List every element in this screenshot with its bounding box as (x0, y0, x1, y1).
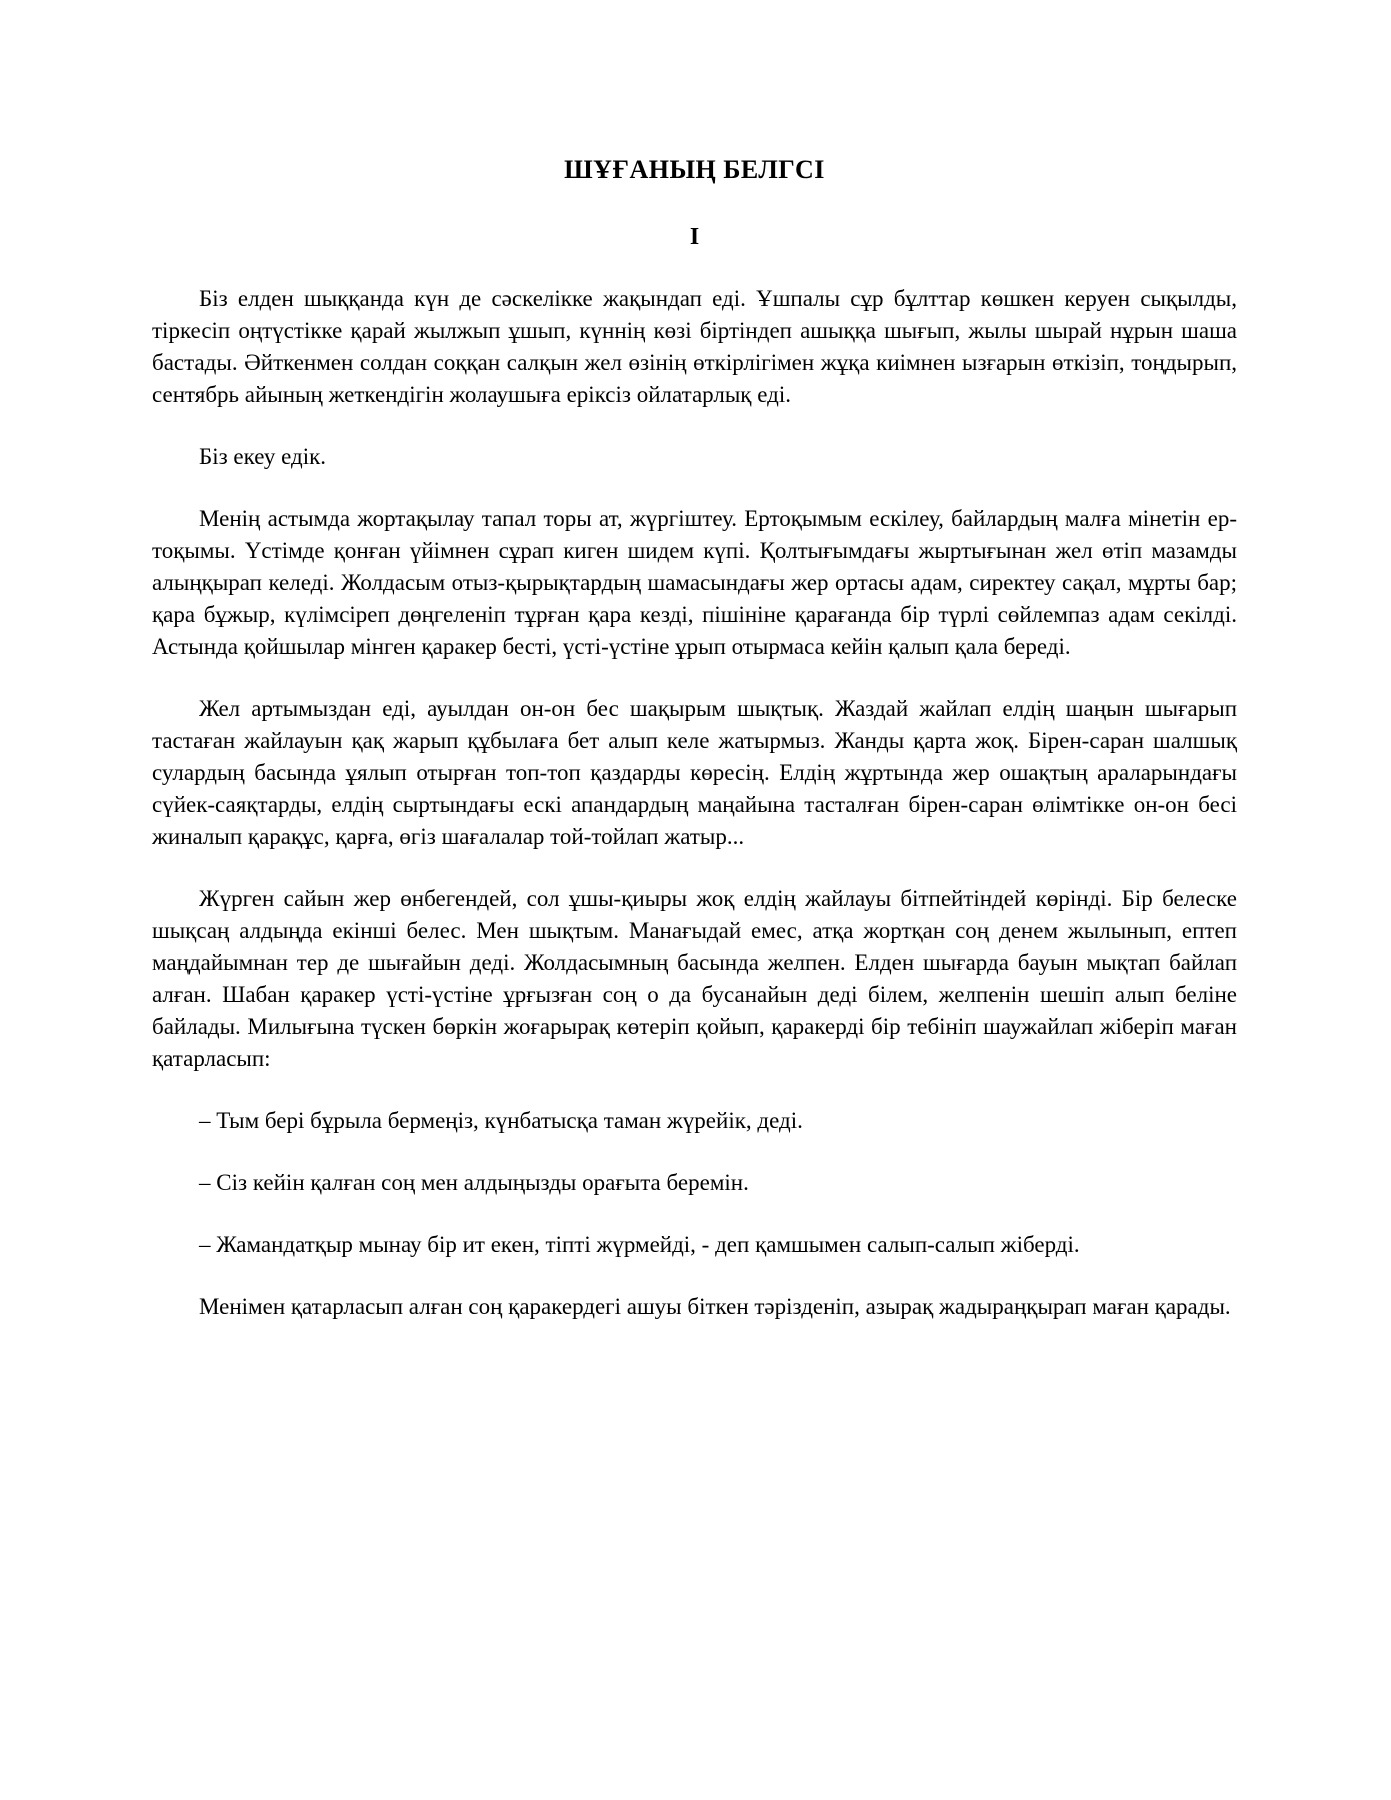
dialogue-paragraph-3: – Жамандатқыр мынау бір ит екен, тіпті жүрмейді, - деп қамшымен салып-салып жіберді. (199, 1232, 1080, 1257)
dialogue-paragraph-1: – Тым бері бұрыла бермеңіз, күнбатысқа таман жүрейік, деді. (199, 1108, 803, 1133)
body-paragraph-3: Менің астымда жортақылау тапал торы ат, жүргіштеу. Ертоқымым ескілеу, байлардың малға мінетін ер-тоқымы. Үстімде қонған үйімнен сұрап киген шидем күпі. Қолтығымдағы жыртығынан жел өтіп мазамды алыңқырап келеді. Жолдасым отыз-қырықтардың шамасындағы жер ортасы адам, сиректеу сақал, мұрты бар; қара бұжыр, күлімсіреп дөңгеленіп тұрған қара кезді, пішініне қарағанда бір түрлі сөйлемпаз адам секілді. Астында қойшылар мінген қаракер бесті, үсті-үстіне ұрып отырмаса кейін қалып қала береді. (152, 506, 1237, 659)
dialogue-paragraph-2: – Сіз кейін қалған соң мен алдыңызды орағыта беремін. (199, 1170, 749, 1195)
body-paragraph-4: Жел артымыздан еді, ауылдан он-он бес шақырым шықтық. Жаздай жайлап елдің шаңын шығарып тастаған жайлауын қақ жарып құбылаға бет алып келе жатырмыз. Жанды қарта жоқ. Бірен-саран шалшық сулардың басында ұялып отырған топ-топ қаздарды көресің. Елдің жұртында жер ошақтың араларындағы сүйек-саяқтарды, елдің сыртындағы ескі апандардың маңайына тасталған бірен-саран өлімтікке он-он бесі жиналып қарақұс, қарға, өгіз шағалалар той-тойлап жатыр... (152, 696, 1237, 849)
document-title: ШҰҒАНЫҢ БЕЛГСІ (564, 155, 825, 184)
chapter-number: І (689, 224, 700, 250)
body-paragraph-6: Менімен қатарласып алған соң қаракердегі ашуы біткен тәрізденіп, азырақ жадыраңқырап маған қарады. (199, 1294, 1231, 1319)
body-paragraph-1: Біз елден шыққанда күн де сәскелікке жақындап еді. Ұшпалы сұр бұлттар көшкен керуен сықылды, тіркесіп оңтүстікке қарай жылжып ұшып, күннің көзі біртіндеп ашыққа шығып, жылы шырай нұрын шаша бастады. Әйткенмен солдан соққан салқын жел өзінің өткірлігімен жұқа киімнен ызғарын өткізіп, тоңдырып, сентябрь айының жеткендігін жолаушыға еріксіз ойлатарлық еді. (152, 286, 1237, 407)
body-paragraph-2: Біз екеу едік. (199, 444, 327, 469)
document-body (152, 283, 1237, 1323)
body-paragraph-5: Жүрген сайын жер өнбегендей, сол ұшы-қиыры жоқ елдің жайлауы бітпейтіндей көрінді. Бір белеске шықсаң алдыңда екінші белес. Мен шықтым. Манағыдай емес, атқа жортқан соң денем жылынып, ептеп маңдайымнан тер де шығайын деді. Жолдасымның басында желпен. Елден шығарда бауын мықтап байлап алған. Шабан қаракер үсті-үстіне ұрғызған соң о да бусанайын деді білем, желпенін шешіп алып беліне байлады. Милығына түскен бөркін жоғарырақ көтеріп қойып, қаракерді бір тебініп шаужайлап жіберіп маған қатарласып: (152, 886, 1237, 1071)
